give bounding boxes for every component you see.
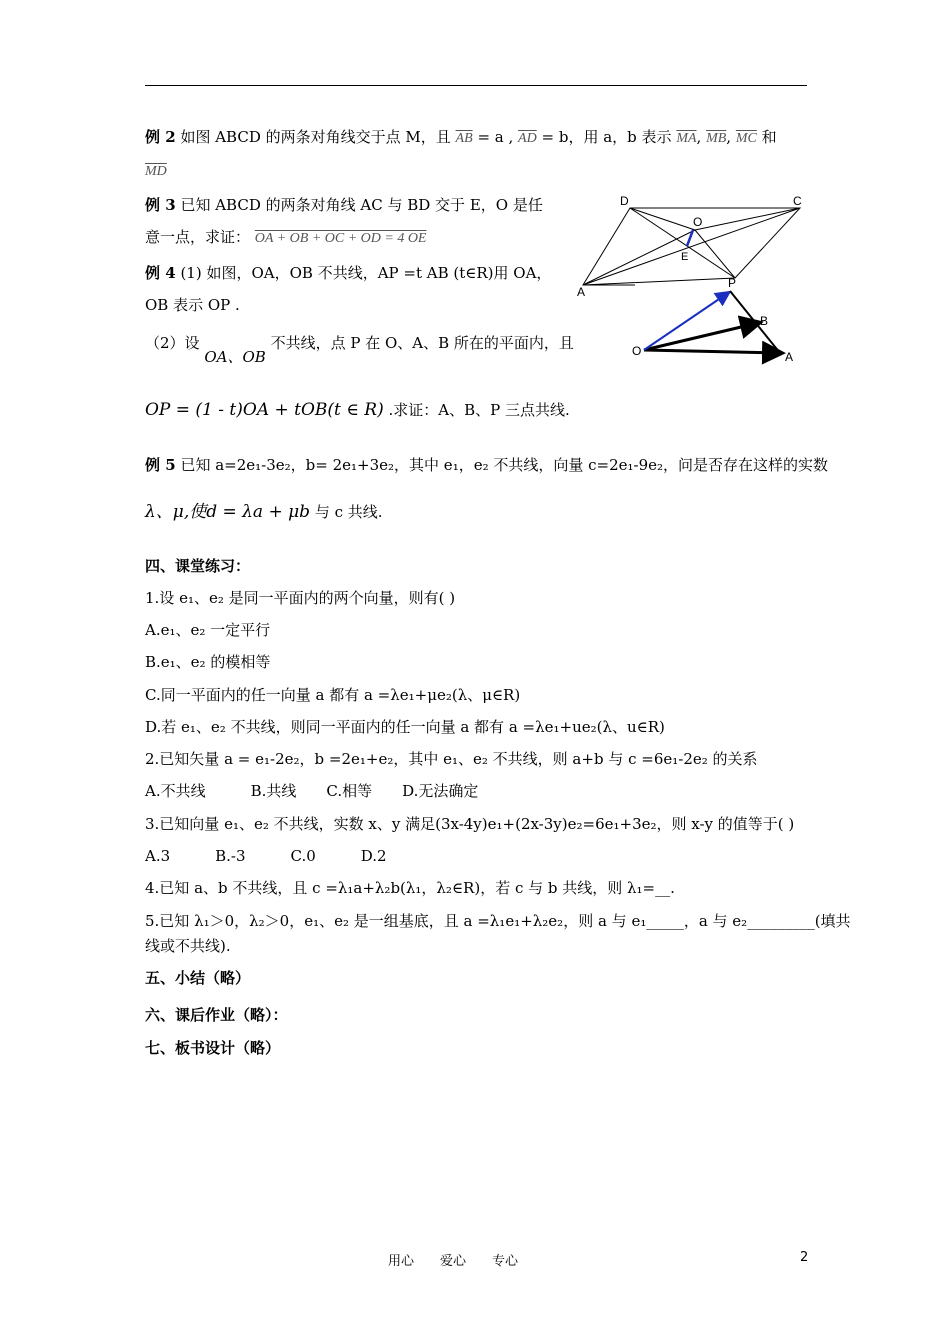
options: A.不共线 B.共线 C.相等 D.无法确定	[145, 782, 479, 800]
question-4: 4.已知 a、b 不共线，且 c =λ₁a+λ₂b(λ₁，λ₂∈R)，若 c 与 b 共线，则 λ₁=__.	[145, 879, 675, 897]
option: D.若 e₁、e₂ 不共线，则同一平面内的任一向量 a 都有 a =λe₁+ue₂(λ、u∈R)	[145, 718, 665, 736]
formula: λ、μ,使d = λa + μb	[145, 502, 311, 522]
vector: $\overline{MA}$	[676, 131, 697, 146]
example-2-line2	[145, 160, 167, 182]
page-number: 2	[800, 1250, 809, 1265]
formula: OA + OB + OC + OD = 4 OE	[254, 231, 427, 246]
figure-label: O	[693, 215, 703, 229]
example-3-line1	[145, 195, 543, 215]
example-label: 例 3	[145, 196, 176, 214]
header-rule	[145, 85, 807, 86]
example-4-line2	[145, 295, 240, 315]
question-5-cont: 线或不共线).	[145, 937, 231, 955]
text: 已知 a=2e₁-3e₂，b= 2e₁+3e₂，其中 e₁，e₂ 不共线，向量 c=2e₁-9e₂，问是否存在这样的实数	[180, 456, 829, 474]
example-5-line1	[145, 455, 828, 475]
vector-figure	[630, 275, 805, 367]
example-4-line1	[145, 263, 551, 283]
text: (1) 如图，OA，OB 不共线，AP =t AB (t∈R)用 OA，	[180, 264, 552, 282]
vector: $\overline{AD}$	[518, 131, 537, 146]
footer-text: 用心 爱心 专心	[388, 1254, 519, 1269]
figure-label: E	[681, 251, 689, 263]
example-3-line2	[145, 227, 427, 249]
example-4-line4	[145, 400, 570, 420]
example-label: 例 2	[145, 128, 176, 146]
text: 和	[761, 128, 777, 146]
option: B.e₁、e₂ 的模相等	[145, 653, 271, 671]
text: （2）设	[145, 334, 200, 352]
section-heading: 六、课后作业（略）：	[145, 1006, 288, 1024]
example-5-line2	[145, 502, 383, 522]
text: OB 表示 OP .	[145, 296, 240, 314]
text: OA、OB	[204, 348, 266, 366]
question-2: 2.已知矢量 a = e₁-2e₂，b =2e₁+e₂，其中 e₁、e₂ 不共线，则 a+b 与 c =6e₁-2e₂ 的关系	[145, 750, 758, 768]
question-3: 3.已知向量 e₁、e₂ 不共线，实数 x、y 满足(3x-4y)e₁+(2x-3y)e₂=6e₁+3e₂，则 x-y 的值等于( )	[145, 815, 795, 833]
figure-label: O	[632, 344, 642, 358]
option: A.e₁、e₂ 一定平行	[145, 621, 271, 639]
options: A.3 B.-3 C.0 D.2	[145, 847, 387, 865]
text: .求证：A、B、P 三点共线.	[388, 401, 570, 419]
section-heading: 五、小结（略）	[145, 969, 251, 987]
text: 已知 ABCD 的两条对角线 AC 与 BD 交于 E，O 是任	[180, 196, 543, 214]
vector: $\overline{MC}$	[735, 131, 757, 146]
text: 如图 ABCD 的两条对角线交于点 M，且	[180, 128, 451, 146]
figure-label: P	[728, 276, 737, 290]
example-2-line1: 例 2 如图 ABCD 的两条对角线交于点 M，且 $\overline{AB} = a$ , $\overline{AD} = b$，用 a，b 表示 $\overline{MA}$, $\overline{MB}$, $\overline{MC}$ 和	[145, 128, 777, 146]
vector: $\overline{MD}$	[145, 164, 167, 179]
figure-label: D	[620, 194, 629, 208]
vector: $\overline{MB}$	[706, 131, 727, 146]
figure-label: B	[760, 314, 769, 328]
example-4-line3	[145, 333, 574, 366]
section-heading: 四、课堂练习：	[145, 557, 251, 575]
option: C.同一平面内的任一向量 a 都有 a =λe₁+μe₂(λ、μ∈R)	[145, 686, 521, 704]
formula: OP = (1 - t)OA + tOB(t ∈ R)	[145, 400, 384, 420]
question-5: 5.已知 λ₁＞0，λ₂＞0，e₁、e₂ 是一组基底，且 a =λ₁e₁+λ₂e₂，则 a 与 e₁_____，a 与 e₂_________(填共	[145, 912, 851, 930]
figure-label: C	[793, 194, 802, 208]
text: 不共线，点 P 在 O、A、B 所在的平面内，且	[270, 334, 574, 352]
question-1: 1.设 e₁、e₂ 是同一平面内的两个向量，则有( )	[145, 589, 456, 607]
text: 意一点，求证：	[145, 228, 251, 246]
text: = a ,	[477, 128, 514, 146]
example-label: 例 4	[145, 264, 176, 282]
figure-label: A	[577, 285, 586, 299]
example-label: 例 5	[145, 456, 176, 474]
text: = b，用 a，b 表示	[541, 128, 672, 146]
text: 与 c 共线.	[314, 503, 383, 521]
figure-label: A	[785, 350, 794, 364]
vector: $\overline{AB}$	[455, 131, 473, 146]
section-heading: 七、板书设计（略）	[145, 1039, 281, 1057]
